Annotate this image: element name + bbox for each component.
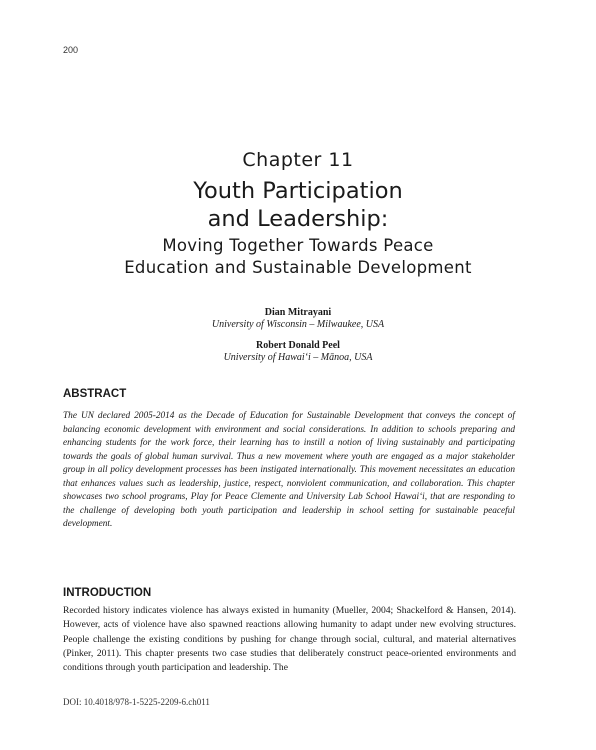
page-number: 200: [63, 45, 79, 55]
chapter-title-line-2: and Leadership:: [207, 206, 389, 232]
doi-footer: DOI: 10.4018/978-1-5225-2209-6.ch011: [63, 697, 210, 707]
introduction-body: Recorded history indicates violence has always existed in humanity (Mueller, 2004; Shackelford & Hansen, 2014). However, acts of violence have also spawned reactions allowing humanity to adapt under new evolving structures. People challenge the existing conditions by pushing for change through social, cultural, and material alternatives (Pinker, 2011). This chapter presents two case studies that deliberately construct peace-oriented environments and conditions through youth participation and leadership. The: [63, 605, 516, 674]
chapter-subtitle: [0, 235, 596, 279]
abstract-heading: ABSTRACT: [63, 388, 127, 400]
chapter-subtitle-line-1: Moving Together Towards Peace: [162, 236, 434, 255]
author-block: [0, 340, 596, 364]
chapter-label: Chapter 11: [242, 149, 354, 171]
chapter-subtitle-line-2: Education and Sustainable Development: [124, 258, 472, 277]
author-affiliation: University of Hawai‘i – Mānoa, USA: [223, 352, 373, 363]
author-affiliation: University of Wisconsin – Milwaukee, USA: [211, 319, 385, 330]
chapter-title: [0, 177, 596, 233]
author-block: [0, 307, 596, 331]
introduction-heading: INTRODUCTION: [63, 587, 152, 599]
author-name: Robert Donald Peel: [256, 340, 340, 351]
chapter-title-line-1: Youth Participation: [193, 178, 403, 204]
author-name: Dian Mitrayani: [264, 307, 332, 318]
abstract-body: The UN declared 2005-2014 as the Decade of Education for Sustainable Development that conveys the concept of balancing economic development with environment and social considerations. In addition to schools preparing and enhancing students for the work force, their learning has to instill a notion of living sustainably and participating towards the goals of global human survival. Thus a new movement where youth are engaged as a major stakeholder group in all policy development processes has been instigated internationally. This movement necessitates an education that enhances values such as leadership, justice, respect, nonviolent communication, and collaboration. This chapter showcases two school programs, Play for Peace Clemente and University Lab School Hawai‘i, that are responding to the challenge of developing both youth participation and leadership in school setting for sustainable peaceful development.: [63, 411, 515, 529]
